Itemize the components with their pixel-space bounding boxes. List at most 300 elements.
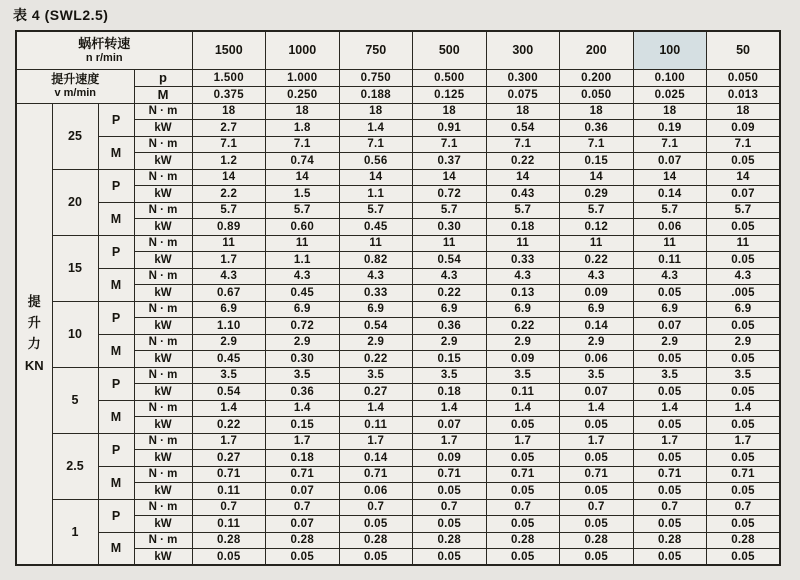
value-cell: 1.4 bbox=[633, 400, 707, 417]
value-cell: 18 bbox=[266, 103, 340, 120]
value-cell: 0.05 bbox=[413, 483, 487, 500]
unit-nm-label: N · m bbox=[134, 136, 192, 153]
value-cell: 0.45 bbox=[266, 285, 340, 302]
load-value: 1 bbox=[52, 499, 98, 565]
value-cell: 0.075 bbox=[486, 86, 560, 103]
table-row bbox=[16, 334, 780, 351]
value-cell: 0.45 bbox=[339, 219, 413, 236]
m-row-label: M bbox=[98, 532, 134, 565]
value-cell: 0.05 bbox=[707, 252, 781, 269]
value-cell: 3.5 bbox=[339, 367, 413, 384]
value-cell: 0.15 bbox=[560, 153, 634, 170]
value-cell: 0.05 bbox=[486, 417, 560, 434]
table-row bbox=[16, 433, 780, 450]
value-cell: 1.4 bbox=[413, 400, 487, 417]
value-cell: 0.09 bbox=[707, 120, 781, 137]
value-cell: 6.9 bbox=[707, 301, 781, 318]
value-cell: 0.33 bbox=[339, 285, 413, 302]
value-cell: 0.28 bbox=[633, 532, 707, 549]
value-cell: 0.74 bbox=[266, 153, 340, 170]
m-row-label: M bbox=[98, 334, 134, 367]
value-cell: 4.3 bbox=[486, 268, 560, 285]
value-cell: 0.05 bbox=[707, 219, 781, 236]
value-cell: 0.05 bbox=[560, 483, 634, 500]
unit-kw-label: kW bbox=[134, 252, 192, 269]
value-cell: 0.07 bbox=[560, 384, 634, 401]
value-cell: 11 bbox=[192, 235, 266, 252]
value-cell: 0.07 bbox=[266, 516, 340, 533]
p-row-label: P bbox=[98, 301, 134, 334]
unit-kw-label: kW bbox=[134, 516, 192, 533]
speed-col-header-300: 300 bbox=[486, 31, 560, 69]
value-cell: 0.07 bbox=[413, 417, 487, 434]
value-cell: 0.06 bbox=[633, 219, 707, 236]
lift-speed-header bbox=[16, 69, 134, 103]
value-cell: 14 bbox=[339, 169, 413, 186]
table-row bbox=[16, 31, 780, 69]
value-cell: 1.1 bbox=[266, 252, 340, 269]
value-cell: 0.71 bbox=[486, 466, 560, 483]
value-cell: 5.7 bbox=[633, 202, 707, 219]
value-cell: 0.18 bbox=[486, 219, 560, 236]
value-cell: 0.250 bbox=[266, 86, 340, 103]
value-cell: 0.09 bbox=[560, 285, 634, 302]
value-cell: 0.22 bbox=[413, 285, 487, 302]
value-cell: 0.30 bbox=[413, 219, 487, 236]
unit-nm-label: N · m bbox=[134, 499, 192, 516]
value-cell: 0.22 bbox=[486, 153, 560, 170]
value-cell: 0.07 bbox=[266, 483, 340, 500]
unit-kw-label: kW bbox=[134, 384, 192, 401]
value-cell: 0.28 bbox=[413, 532, 487, 549]
unit-nm-label: N · m bbox=[134, 235, 192, 252]
value-cell: 0.19 bbox=[633, 120, 707, 137]
table-row bbox=[16, 499, 780, 516]
value-cell: 1.7 bbox=[560, 433, 634, 450]
value-cell: 4.3 bbox=[339, 268, 413, 285]
value-cell: 0.22 bbox=[560, 252, 634, 269]
speed-col-header-100: 100 bbox=[633, 31, 707, 69]
value-cell: 0.7 bbox=[413, 499, 487, 516]
table-row bbox=[16, 69, 780, 86]
value-cell: 0.28 bbox=[486, 532, 560, 549]
value-cell: 14 bbox=[486, 169, 560, 186]
value-cell: 0.05 bbox=[707, 483, 781, 500]
value-cell: 0.7 bbox=[339, 499, 413, 516]
value-cell: 0.15 bbox=[266, 417, 340, 434]
value-cell: 5.7 bbox=[266, 202, 340, 219]
unit-nm-label: N · m bbox=[134, 268, 192, 285]
value-cell: 1.7 bbox=[266, 433, 340, 450]
value-cell: 6.9 bbox=[486, 301, 560, 318]
value-cell: 0.05 bbox=[560, 549, 634, 566]
value-cell: 0.05 bbox=[560, 417, 634, 434]
value-cell: 0.18 bbox=[413, 384, 487, 401]
value-cell: 0.05 bbox=[633, 450, 707, 467]
value-cell: 0.91 bbox=[413, 120, 487, 137]
value-cell: 0.05 bbox=[560, 516, 634, 533]
value-cell: 0.7 bbox=[707, 499, 781, 516]
value-cell: 0.45 bbox=[192, 351, 266, 368]
value-cell: 5.7 bbox=[486, 202, 560, 219]
speed-col-header-500: 500 bbox=[413, 31, 487, 69]
value-cell: 0.06 bbox=[560, 351, 634, 368]
value-cell: 7.1 bbox=[633, 136, 707, 153]
unit-kw-label: kW bbox=[134, 285, 192, 302]
value-cell: 0.28 bbox=[266, 532, 340, 549]
value-cell: 6.9 bbox=[192, 301, 266, 318]
table-row bbox=[16, 301, 780, 318]
value-cell: 0.36 bbox=[413, 318, 487, 335]
value-cell: 0.22 bbox=[192, 417, 266, 434]
value-cell: 0.7 bbox=[266, 499, 340, 516]
unit-kw-label: kW bbox=[134, 120, 192, 137]
unit-nm-label: N · m bbox=[134, 532, 192, 549]
value-cell: 11 bbox=[633, 235, 707, 252]
lift-force-label-char: 提 bbox=[27, 293, 41, 309]
lift-force-label-char: KN bbox=[24, 357, 44, 373]
value-cell: 7.1 bbox=[707, 136, 781, 153]
value-cell: 0.72 bbox=[266, 318, 340, 335]
table-body bbox=[16, 103, 780, 565]
value-cell: 1.4 bbox=[192, 400, 266, 417]
value-cell: 1.7 bbox=[707, 433, 781, 450]
value-cell: 3.5 bbox=[486, 367, 560, 384]
value-cell: 0.89 bbox=[192, 219, 266, 236]
value-cell: 7.1 bbox=[486, 136, 560, 153]
unit-kw-label: kW bbox=[134, 351, 192, 368]
value-cell: 6.9 bbox=[339, 301, 413, 318]
value-cell: 0.71 bbox=[413, 466, 487, 483]
value-cell: 7.1 bbox=[192, 136, 266, 153]
value-cell: 0.71 bbox=[633, 466, 707, 483]
value-cell: 0.54 bbox=[486, 120, 560, 137]
value-cell: 0.09 bbox=[486, 351, 560, 368]
value-cell: 0.500 bbox=[413, 69, 487, 86]
p-speed-row-label: p bbox=[134, 69, 192, 86]
value-cell: 1.7 bbox=[633, 433, 707, 450]
value-cell: 11 bbox=[339, 235, 413, 252]
speed-col-header-50: 50 bbox=[707, 31, 781, 69]
value-cell: 5.7 bbox=[707, 202, 781, 219]
value-cell: 0.82 bbox=[339, 252, 413, 269]
value-cell: 11 bbox=[266, 235, 340, 252]
value-cell: 14 bbox=[707, 169, 781, 186]
load-value: 15 bbox=[52, 235, 98, 301]
p-row-label: P bbox=[98, 169, 134, 202]
value-cell: 0.05 bbox=[266, 549, 340, 566]
value-cell: 0.05 bbox=[633, 285, 707, 302]
p-row-label: P bbox=[98, 235, 134, 268]
value-cell: 0.36 bbox=[560, 120, 634, 137]
load-value: 25 bbox=[52, 103, 98, 169]
value-cell: 0.14 bbox=[339, 450, 413, 467]
value-cell: 4.3 bbox=[633, 268, 707, 285]
value-cell: 5.7 bbox=[413, 202, 487, 219]
value-cell: 0.15 bbox=[413, 351, 487, 368]
value-cell: 0.05 bbox=[486, 483, 560, 500]
table-row bbox=[16, 169, 780, 186]
lift-force-label-char: 升 bbox=[27, 314, 41, 330]
value-cell: 2.9 bbox=[413, 334, 487, 351]
value-cell: 0.05 bbox=[707, 318, 781, 335]
value-cell: 0.05 bbox=[413, 549, 487, 566]
worm-speed-label: 蜗杆转速 bbox=[78, 36, 131, 52]
value-cell: 0.71 bbox=[192, 466, 266, 483]
value-cell: 18 bbox=[707, 103, 781, 120]
value-cell: 18 bbox=[633, 103, 707, 120]
value-cell: 3.5 bbox=[633, 367, 707, 384]
value-cell: 0.05 bbox=[707, 153, 781, 170]
value-cell: 2.9 bbox=[339, 334, 413, 351]
value-cell: 1.500 bbox=[192, 69, 266, 86]
value-cell: 1.7 bbox=[486, 433, 560, 450]
value-cell: 4.3 bbox=[413, 268, 487, 285]
value-cell: 0.05 bbox=[633, 483, 707, 500]
value-cell: 0.27 bbox=[192, 450, 266, 467]
unit-kw-label: kW bbox=[134, 186, 192, 203]
unit-kw-label: kW bbox=[134, 219, 192, 236]
spec-table bbox=[15, 30, 781, 566]
m-row-label: M bbox=[98, 202, 134, 235]
value-cell: 7.1 bbox=[339, 136, 413, 153]
value-cell: 2.7 bbox=[192, 120, 266, 137]
value-cell: 0.05 bbox=[707, 450, 781, 467]
value-cell: 0.05 bbox=[707, 384, 781, 401]
value-cell: 0.11 bbox=[633, 252, 707, 269]
unit-nm-label: N · m bbox=[134, 301, 192, 318]
value-cell: 2.9 bbox=[633, 334, 707, 351]
value-cell: 1.8 bbox=[266, 120, 340, 137]
value-cell: 18 bbox=[560, 103, 634, 120]
speed-col-header-1000: 1000 bbox=[266, 31, 340, 69]
value-cell: 0.36 bbox=[266, 384, 340, 401]
value-cell: 0.28 bbox=[192, 532, 266, 549]
value-cell: 6.9 bbox=[266, 301, 340, 318]
value-cell: 0.54 bbox=[413, 252, 487, 269]
value-cell: 0.60 bbox=[266, 219, 340, 236]
value-cell: 6.9 bbox=[560, 301, 634, 318]
value-cell: 6.9 bbox=[413, 301, 487, 318]
unit-kw-label: kW bbox=[134, 153, 192, 170]
value-cell: 0.7 bbox=[192, 499, 266, 516]
value-cell: 0.14 bbox=[560, 318, 634, 335]
value-cell: 5.7 bbox=[560, 202, 634, 219]
value-cell: 0.750 bbox=[339, 69, 413, 86]
value-cell: 14 bbox=[192, 169, 266, 186]
value-cell: 0.05 bbox=[192, 549, 266, 566]
value-cell: 0.28 bbox=[339, 532, 413, 549]
value-cell: 0.12 bbox=[560, 219, 634, 236]
value-cell: 0.200 bbox=[560, 69, 634, 86]
table-row bbox=[16, 532, 780, 549]
lift-speed-unit: v m/min bbox=[54, 87, 97, 100]
m-row-label: M bbox=[98, 400, 134, 433]
value-cell: 14 bbox=[266, 169, 340, 186]
value-cell: 1.7 bbox=[192, 433, 266, 450]
table-row bbox=[16, 136, 780, 153]
value-cell: 0.7 bbox=[560, 499, 634, 516]
worm-speed-header bbox=[16, 31, 192, 69]
value-cell: 6.9 bbox=[633, 301, 707, 318]
value-cell: 0.05 bbox=[707, 351, 781, 368]
value-cell: 1.4 bbox=[560, 400, 634, 417]
value-cell: 1.4 bbox=[339, 400, 413, 417]
value-cell: 3.5 bbox=[266, 367, 340, 384]
lift-force-header bbox=[16, 103, 52, 565]
value-cell: 11 bbox=[560, 235, 634, 252]
value-cell: 5.7 bbox=[339, 202, 413, 219]
value-cell: 0.71 bbox=[560, 466, 634, 483]
value-cell: 1.4 bbox=[266, 400, 340, 417]
value-cell: 3.5 bbox=[192, 367, 266, 384]
value-cell: 1.4 bbox=[707, 400, 781, 417]
page-title: 表 4 (SWL2.5) bbox=[13, 7, 109, 23]
value-cell: 0.013 bbox=[707, 86, 781, 103]
value-cell: 0.71 bbox=[707, 466, 781, 483]
value-cell: 0.05 bbox=[707, 417, 781, 434]
table-row bbox=[16, 103, 780, 120]
value-cell: 0.30 bbox=[266, 351, 340, 368]
value-cell: 1.5 bbox=[266, 186, 340, 203]
value-cell: 4.3 bbox=[266, 268, 340, 285]
value-cell: 0.72 bbox=[413, 186, 487, 203]
table-header bbox=[16, 31, 780, 103]
value-cell: 4.3 bbox=[707, 268, 781, 285]
value-cell: 5.7 bbox=[192, 202, 266, 219]
value-cell: 2.9 bbox=[707, 334, 781, 351]
table-row bbox=[16, 235, 780, 252]
value-cell: 0.11 bbox=[486, 384, 560, 401]
unit-nm-label: N · m bbox=[134, 202, 192, 219]
value-cell: 0.05 bbox=[486, 450, 560, 467]
m-row-label: M bbox=[98, 268, 134, 301]
unit-kw-label: kW bbox=[134, 318, 192, 335]
value-cell: 0.33 bbox=[486, 252, 560, 269]
value-cell: 3.5 bbox=[560, 367, 634, 384]
value-cell: 0.05 bbox=[707, 516, 781, 533]
value-cell: 0.22 bbox=[339, 351, 413, 368]
table-row bbox=[16, 268, 780, 285]
value-cell: 0.27 bbox=[339, 384, 413, 401]
value-cell: 1.4 bbox=[486, 400, 560, 417]
value-cell: 0.05 bbox=[339, 549, 413, 566]
value-cell: 2.2 bbox=[192, 186, 266, 203]
value-cell: 0.100 bbox=[633, 69, 707, 86]
value-cell: 2.9 bbox=[486, 334, 560, 351]
value-cell: 0.11 bbox=[339, 417, 413, 434]
value-cell: 0.09 bbox=[413, 450, 487, 467]
value-cell: 0.300 bbox=[486, 69, 560, 86]
value-cell: 11 bbox=[707, 235, 781, 252]
value-cell: 0.050 bbox=[707, 69, 781, 86]
value-cell: 7.1 bbox=[266, 136, 340, 153]
value-cell: 0.06 bbox=[339, 483, 413, 500]
value-cell: 18 bbox=[413, 103, 487, 120]
table-row bbox=[16, 202, 780, 219]
value-cell: 0.07 bbox=[633, 153, 707, 170]
unit-nm-label: N · m bbox=[134, 400, 192, 417]
value-cell: 0.18 bbox=[266, 450, 340, 467]
m-row-label: M bbox=[98, 136, 134, 169]
value-cell: 0.05 bbox=[633, 351, 707, 368]
p-row-label: P bbox=[98, 367, 134, 400]
value-cell: 0.05 bbox=[707, 549, 781, 566]
value-cell: 0.11 bbox=[192, 483, 266, 500]
value-cell: 0.14 bbox=[633, 186, 707, 203]
value-cell: 0.13 bbox=[486, 285, 560, 302]
value-cell: 14 bbox=[413, 169, 487, 186]
lift-speed-label: 提升速度 bbox=[51, 72, 100, 87]
value-cell: 14 bbox=[633, 169, 707, 186]
unit-nm-label: N · m bbox=[134, 103, 192, 120]
m-speed-row-label: M bbox=[134, 86, 192, 103]
speed-col-header-750: 750 bbox=[339, 31, 413, 69]
value-cell: 1.2 bbox=[192, 153, 266, 170]
unit-kw-label: kW bbox=[134, 483, 192, 500]
value-cell: 0.7 bbox=[633, 499, 707, 516]
value-cell: 1.7 bbox=[339, 433, 413, 450]
value-cell: 1.4 bbox=[339, 120, 413, 137]
p-row-label: P bbox=[98, 433, 134, 466]
load-value: 5 bbox=[52, 367, 98, 433]
unit-nm-label: N · m bbox=[134, 169, 192, 186]
value-cell: 18 bbox=[192, 103, 266, 120]
value-cell: 0.05 bbox=[633, 417, 707, 434]
value-cell: 0.71 bbox=[266, 466, 340, 483]
value-cell: 4.3 bbox=[192, 268, 266, 285]
unit-kw-label: kW bbox=[134, 549, 192, 566]
value-cell: 1.10 bbox=[192, 318, 266, 335]
value-cell: 0.29 bbox=[560, 186, 634, 203]
m-row-label: M bbox=[98, 466, 134, 499]
value-cell: 3.5 bbox=[413, 367, 487, 384]
load-value: 20 bbox=[52, 169, 98, 235]
value-cell: 0.28 bbox=[707, 532, 781, 549]
value-cell: 18 bbox=[486, 103, 560, 120]
value-cell: 3.5 bbox=[707, 367, 781, 384]
table-row bbox=[16, 400, 780, 417]
value-cell: 1.1 bbox=[339, 186, 413, 203]
unit-kw-label: kW bbox=[134, 450, 192, 467]
value-cell: 18 bbox=[339, 103, 413, 120]
value-cell: 0.7 bbox=[486, 499, 560, 516]
value-cell: 0.05 bbox=[339, 516, 413, 533]
value-cell: 0.22 bbox=[486, 318, 560, 335]
value-cell: 7.1 bbox=[560, 136, 634, 153]
value-cell: 0.05 bbox=[413, 516, 487, 533]
value-cell: 0.05 bbox=[560, 450, 634, 467]
value-cell: 0.05 bbox=[486, 549, 560, 566]
value-cell: 4.3 bbox=[560, 268, 634, 285]
value-cell: 0.43 bbox=[486, 186, 560, 203]
value-cell: 0.54 bbox=[192, 384, 266, 401]
value-cell: 1.7 bbox=[192, 252, 266, 269]
value-cell: 1.7 bbox=[413, 433, 487, 450]
load-value: 10 bbox=[52, 301, 98, 367]
value-cell: 0.188 bbox=[339, 86, 413, 103]
value-cell: 0.37 bbox=[413, 153, 487, 170]
unit-nm-label: N · m bbox=[134, 367, 192, 384]
value-cell: 0.28 bbox=[560, 532, 634, 549]
value-cell: 0.67 bbox=[192, 285, 266, 302]
value-cell: 0.05 bbox=[633, 549, 707, 566]
value-cell: 0.07 bbox=[633, 318, 707, 335]
value-cell: 0.56 bbox=[339, 153, 413, 170]
value-cell: 11 bbox=[413, 235, 487, 252]
value-cell: 0.05 bbox=[486, 516, 560, 533]
unit-nm-label: N · m bbox=[134, 334, 192, 351]
